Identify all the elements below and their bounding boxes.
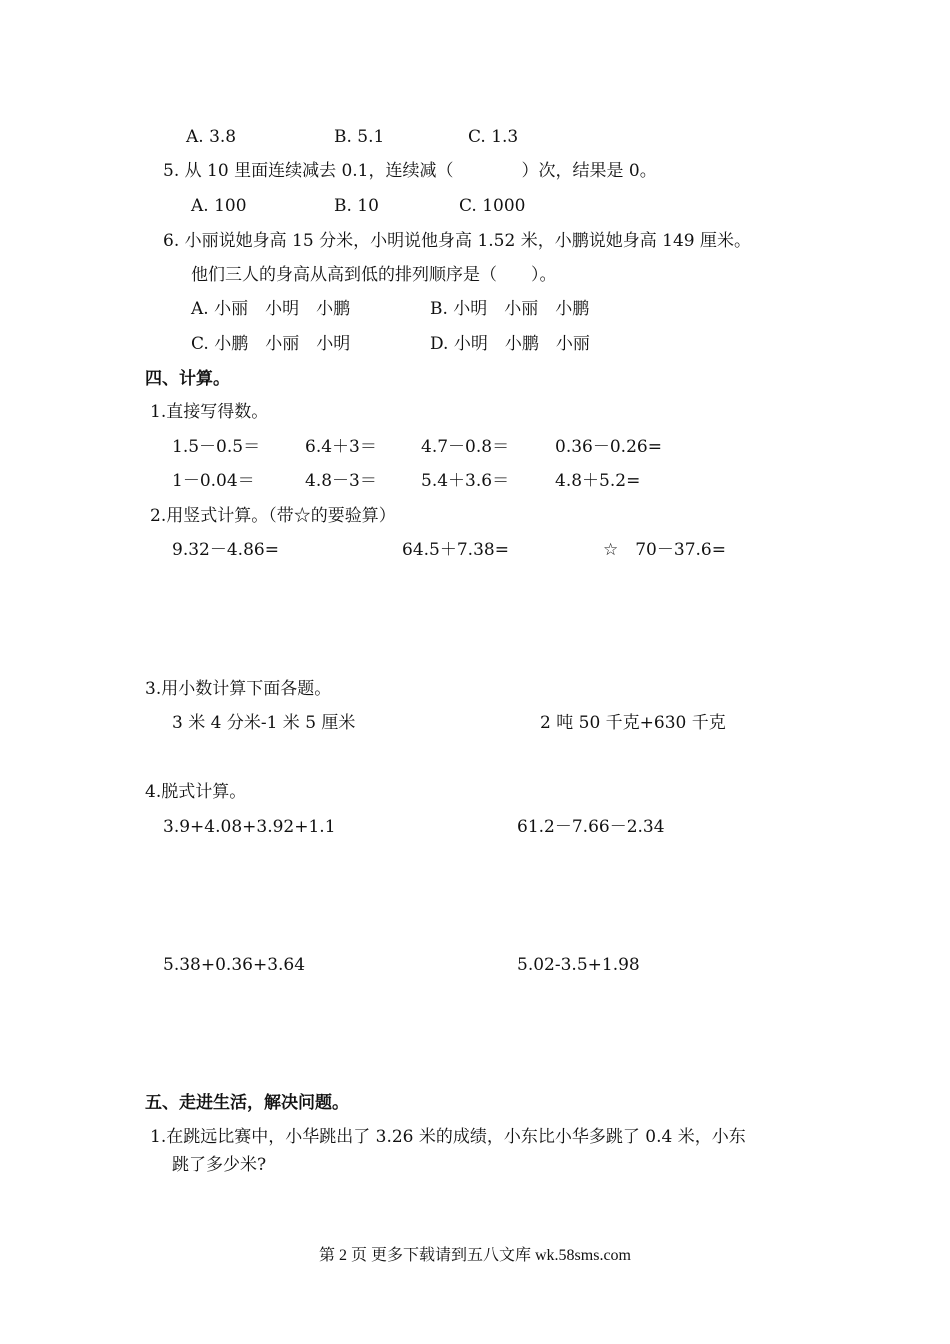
page-footer: 第 2 页 更多下载请到五八文库 wk.58sms.com [318,1247,631,1264]
calc-part1-title: 1.直接写得数。 [150,402,269,422]
calc-part3-title: 3.用小数计算下面各题。 [145,679,332,699]
q6-option-c: C. 小鹏 小丽 小明 [191,334,351,354]
oral-calc-item: 1－0.04＝ [172,471,255,491]
q5-option-a: A. 100 [191,196,247,216]
q4-option-c: C. 1.3 [468,127,519,147]
section4-title: 四、计算。 [145,369,230,389]
decimal-calc-item: 3 米 4 分米-1 米 5 厘米 [172,713,356,733]
stepwise-calc-item: 5.38+0.36+3.64 [163,955,306,975]
oral-calc-item: 4.8－3＝ [305,471,377,491]
q5-option-c: C. 1000 [459,196,526,216]
q6-line1: 6. 小丽说她身高 15 分米，小明说他身高 1.52 米，小鹏说她身高 149 厘米。 [163,231,751,251]
oral-calc-item: 4.7－0.8＝ [421,437,510,457]
oral-calc-item: 4.8＋5.2= [555,471,641,491]
calc-part2-title: 2.用竖式计算。（带☆的要验算） [150,506,396,526]
vertical-calc-item: 9.32－4.86= [172,540,279,560]
oral-calc-item: 1.5－0.5＝ [172,437,261,457]
q6-option-a: A. 小丽 小明 小鹏 [191,299,351,319]
decimal-calc-item: 2 吨 50 千克+630 千克 [540,713,726,733]
q6-option-d: D. 小明 小鹏 小丽 [430,334,590,354]
q5-option-b: B. 10 [334,196,379,216]
q6-line2: 他们三人的身高从高到低的排列顺序是（ ）。 [191,265,557,285]
q6-option-b: B. 小明 小丽 小鹏 [430,299,590,319]
problem1-line2: 跳了多少米? [172,1155,267,1175]
section5-title: 五、走进生活，解决问题。 [145,1093,349,1113]
problem1-line1: 1.在跳远比赛中，小华跳出了 3.26 米的成绩，小东比小华多跳了 0.4 米，小东 [150,1127,746,1147]
oral-calc-item: 5.4＋3.6＝ [421,471,510,491]
stepwise-calc-item: 61.2－7.66－2.34 [517,817,665,837]
vertical-calc-item: 64.5＋7.38= [402,540,509,560]
q4-option-b: B. 5.1 [334,127,385,147]
q4-option-a: A. 3.8 [186,127,237,147]
calc-part4-title: 4.脱式计算。 [145,782,247,802]
oral-calc-item: 0.36－0.26= [555,437,662,457]
oral-calc-item: 6.4＋3＝ [305,437,377,457]
q5-text: 5. 从 10 里面连续减去 0.1，连续减（ ）次，结果是 0。 [163,161,657,181]
stepwise-calc-item: 3.9+4.08+3.92+1.1 [163,817,336,837]
stepwise-calc-item: 5.02-3.5+1.98 [517,955,640,975]
vertical-calc-item: ☆ 70－37.6= [603,540,726,560]
